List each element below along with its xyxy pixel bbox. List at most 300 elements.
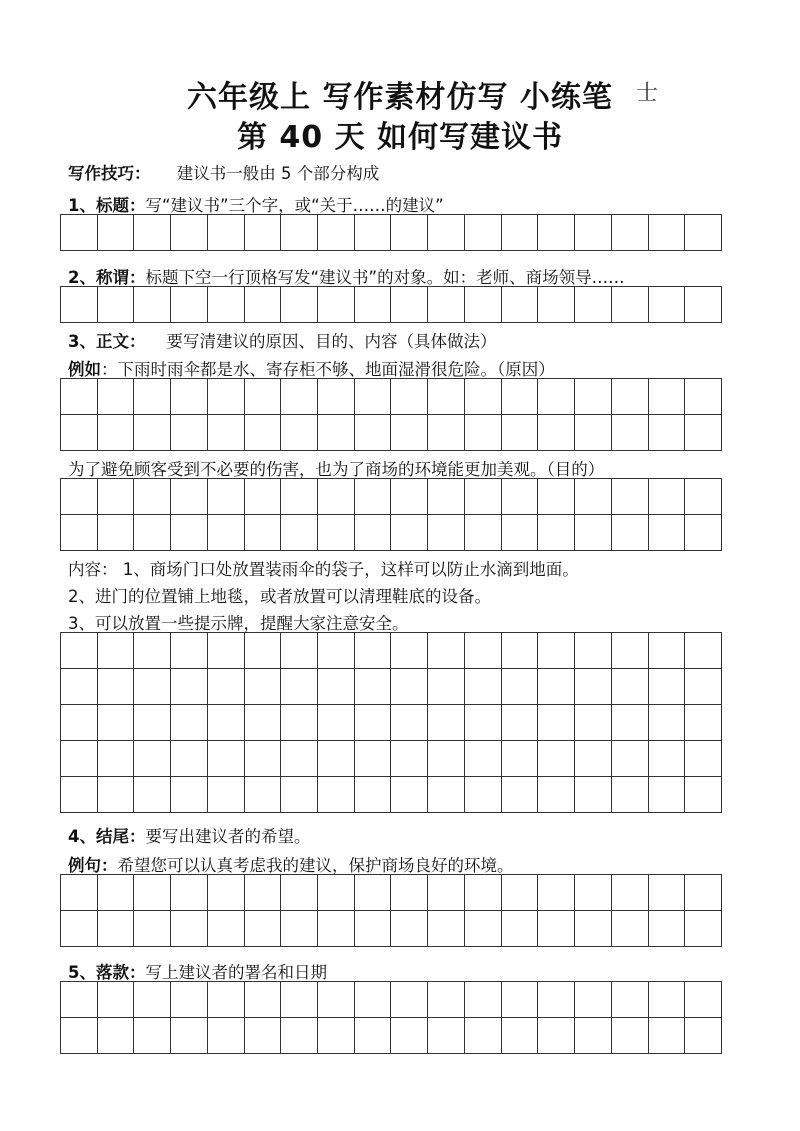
- grid-cell[interactable]: [171, 1018, 208, 1054]
- tips-label: 写作技巧：: [68, 164, 151, 183]
- grid-cell[interactable]: [612, 705, 649, 741]
- grid-cell[interactable]: [649, 911, 686, 947]
- grid-cell[interactable]: [208, 875, 245, 911]
- grid-cell[interactable]: [575, 215, 612, 251]
- grid-cell[interactable]: [281, 777, 318, 813]
- grid-cell[interactable]: [391, 705, 428, 741]
- grid-cell[interactable]: [208, 515, 245, 551]
- grid-cell[interactable]: [685, 479, 722, 515]
- grid-cell[interactable]: [171, 515, 208, 551]
- grid-cell[interactable]: [391, 379, 428, 415]
- grid-cell[interactable]: [538, 777, 575, 813]
- grid-cell[interactable]: [575, 982, 612, 1018]
- grid-cell[interactable]: [428, 633, 465, 669]
- grid-cell[interactable]: [685, 287, 722, 323]
- grid-cell[interactable]: [355, 515, 392, 551]
- grid-cell[interactable]: [281, 479, 318, 515]
- grid-cell[interactable]: [612, 515, 649, 551]
- grid-cell[interactable]: [171, 287, 208, 323]
- corner-mark: 士: [636, 81, 659, 106]
- grid-cell[interactable]: [428, 669, 465, 705]
- grid-cell[interactable]: [98, 479, 135, 515]
- grid-cell[interactable]: [428, 515, 465, 551]
- grid-cell[interactable]: [171, 669, 208, 705]
- grid-cell[interactable]: [61, 379, 98, 415]
- grid-cell[interactable]: [245, 669, 282, 705]
- grid-cell[interactable]: [465, 777, 502, 813]
- grid-cell[interactable]: [502, 875, 539, 911]
- grid-cell[interactable]: [208, 669, 245, 705]
- grid-cell[interactable]: [502, 479, 539, 515]
- grid-cell[interactable]: [575, 633, 612, 669]
- grid-cell[interactable]: [245, 911, 282, 947]
- grid-cell[interactable]: [465, 287, 502, 323]
- grid-cell[interactable]: [98, 875, 135, 911]
- writing-grid[interactable]: [60, 378, 722, 451]
- grid-cell[interactable]: [538, 875, 575, 911]
- grid-cell[interactable]: [318, 777, 355, 813]
- grid-cell[interactable]: [171, 741, 208, 777]
- grid-cell[interactable]: [134, 911, 171, 947]
- grid-cell[interactable]: [134, 415, 171, 451]
- grid-cell[interactable]: [612, 633, 649, 669]
- grid-cell[interactable]: [685, 982, 722, 1018]
- grid-cell[interactable]: [245, 705, 282, 741]
- grid-cell[interactable]: [318, 379, 355, 415]
- grid-cell[interactable]: [61, 215, 98, 251]
- grid-cell[interactable]: [318, 982, 355, 1018]
- grid-cell[interactable]: [134, 379, 171, 415]
- grid-cell[interactable]: [612, 911, 649, 947]
- grid-cell[interactable]: [502, 705, 539, 741]
- grid-cell[interactable]: [245, 741, 282, 777]
- grid-cell[interactable]: [502, 515, 539, 551]
- grid-cell[interactable]: [208, 379, 245, 415]
- grid-cell[interactable]: [502, 215, 539, 251]
- grid-cell[interactable]: [98, 633, 135, 669]
- grid-cell[interactable]: [281, 875, 318, 911]
- section-title-text: 写“建议书”三个字，或“关于……的建议”: [145, 196, 444, 215]
- grid-cell[interactable]: [281, 379, 318, 415]
- grid-cell[interactable]: [171, 705, 208, 741]
- grid-cell[interactable]: [134, 215, 171, 251]
- grid-cell[interactable]: [612, 415, 649, 451]
- grid-cell[interactable]: [98, 287, 135, 323]
- grid-cell[interactable]: [355, 777, 392, 813]
- grid-cell[interactable]: [318, 633, 355, 669]
- grid-cell[interactable]: [538, 911, 575, 947]
- grid-cell[interactable]: [685, 875, 722, 911]
- grid-cell[interactable]: [245, 215, 282, 251]
- grid-cell[interactable]: [538, 741, 575, 777]
- grid-cell[interactable]: [465, 379, 502, 415]
- grid-cell[interactable]: [391, 215, 428, 251]
- grid-cell[interactable]: [281, 982, 318, 1018]
- grid-cell[interactable]: [391, 415, 428, 451]
- grid-cell[interactable]: [428, 379, 465, 415]
- grid-cell[interactable]: [649, 215, 686, 251]
- grid-cell[interactable]: [612, 1018, 649, 1054]
- ending-example: [68, 852, 514, 876]
- grid-cell[interactable]: [355, 215, 392, 251]
- grid-cell[interactable]: [61, 911, 98, 947]
- grid-cell[interactable]: [502, 379, 539, 415]
- writing-grid[interactable]: [60, 286, 722, 323]
- grid-cell[interactable]: [538, 633, 575, 669]
- grid-cell[interactable]: [134, 669, 171, 705]
- grid-cell[interactable]: [391, 515, 428, 551]
- grid-cell[interactable]: [318, 911, 355, 947]
- grid-cell[interactable]: [575, 705, 612, 741]
- grid-cell[interactable]: [465, 633, 502, 669]
- grid-cell[interactable]: [134, 287, 171, 323]
- grid-cell[interactable]: [134, 777, 171, 813]
- grid-cell[interactable]: [685, 379, 722, 415]
- grid-cell[interactable]: [575, 1018, 612, 1054]
- grid-cell[interactable]: [281, 515, 318, 551]
- grid-cell[interactable]: [61, 982, 98, 1018]
- grid-cell[interactable]: [134, 982, 171, 1018]
- grid-cell[interactable]: [171, 777, 208, 813]
- grid-cell[interactable]: [318, 741, 355, 777]
- page-title: 六年级上 写作素材仿写 小练笔: [187, 80, 613, 115]
- grid-cell[interactable]: [465, 415, 502, 451]
- grid-cell[interactable]: [685, 515, 722, 551]
- grid-cell[interactable]: [245, 633, 282, 669]
- grid-cell[interactable]: [685, 633, 722, 669]
- grid-cell[interactable]: [61, 479, 98, 515]
- grid-cell[interactable]: [61, 875, 98, 911]
- grid-cell[interactable]: [612, 379, 649, 415]
- grid-cell[interactable]: [538, 215, 575, 251]
- grid-cell[interactable]: [649, 515, 686, 551]
- grid-cell[interactable]: [134, 1018, 171, 1054]
- body-example-label: 例如: [68, 360, 101, 379]
- grid-cell[interactable]: [171, 415, 208, 451]
- grid-cell[interactable]: [61, 705, 98, 741]
- grid-cell[interactable]: [685, 415, 722, 451]
- grid-cell[interactable]: [538, 415, 575, 451]
- grid-cell[interactable]: [575, 669, 612, 705]
- grid-cell[interactable]: [649, 1018, 686, 1054]
- grid-cell[interactable]: [98, 515, 135, 551]
- grid-cell[interactable]: [281, 215, 318, 251]
- grid-cell[interactable]: [281, 705, 318, 741]
- grid-cell[interactable]: [502, 1018, 539, 1054]
- grid-cell[interactable]: [502, 633, 539, 669]
- grid-cell[interactable]: [391, 777, 428, 813]
- grid-cell[interactable]: [538, 705, 575, 741]
- grid-cell[interactable]: [685, 669, 722, 705]
- grid-cell[interactable]: [208, 1018, 245, 1054]
- grid-cell[interactable]: [465, 215, 502, 251]
- grid-cell[interactable]: [318, 1018, 355, 1054]
- grid-cell[interactable]: [281, 633, 318, 669]
- grid-cell[interactable]: [685, 215, 722, 251]
- grid-cell[interactable]: [538, 379, 575, 415]
- grid-cell[interactable]: [502, 287, 539, 323]
- grid-cell[interactable]: [465, 705, 502, 741]
- grid-cell[interactable]: [98, 705, 135, 741]
- grid-cell[interactable]: [355, 379, 392, 415]
- grid-cell[interactable]: [502, 911, 539, 947]
- grid-cell[interactable]: [649, 741, 686, 777]
- grid-cell[interactable]: [355, 415, 392, 451]
- grid-cell[interactable]: [281, 287, 318, 323]
- grid-cell[interactable]: [355, 633, 392, 669]
- grid-cell[interactable]: [171, 215, 208, 251]
- grid-cell[interactable]: [649, 479, 686, 515]
- grid-cell[interactable]: [61, 515, 98, 551]
- grid-cell[interactable]: [575, 777, 612, 813]
- grid-cell[interactable]: [134, 875, 171, 911]
- grid-cell[interactable]: [245, 379, 282, 415]
- grid-cell[interactable]: [428, 875, 465, 911]
- grid-cell[interactable]: [465, 741, 502, 777]
- grid-cell[interactable]: [575, 379, 612, 415]
- grid-cell[interactable]: [61, 1018, 98, 1054]
- grid-cell[interactable]: [538, 515, 575, 551]
- grid-cell[interactable]: [575, 287, 612, 323]
- section-title-label: 1、标题：: [68, 196, 146, 215]
- grid-cell[interactable]: [391, 741, 428, 777]
- grid-cell[interactable]: [98, 741, 135, 777]
- grid-cell[interactable]: [208, 415, 245, 451]
- grid-cell[interactable]: [61, 633, 98, 669]
- grid-cell[interactable]: [281, 415, 318, 451]
- section-signature: [68, 959, 327, 983]
- grid-cell[interactable]: [575, 875, 612, 911]
- grid-cell[interactable]: [245, 287, 282, 323]
- grid-cell[interactable]: [575, 479, 612, 515]
- tips-text: 建议书一般由 5 个部分构成: [176, 164, 380, 183]
- grid-cell[interactable]: [134, 741, 171, 777]
- grid-cell[interactable]: [685, 1018, 722, 1054]
- grid-cell[interactable]: [245, 1018, 282, 1054]
- grid-cell[interactable]: [612, 875, 649, 911]
- grid-cell[interactable]: [355, 479, 392, 515]
- grid-cell[interactable]: [208, 777, 245, 813]
- grid-cell[interactable]: [391, 982, 428, 1018]
- grid-cell[interactable]: [575, 515, 612, 551]
- grid-cell[interactable]: [538, 287, 575, 323]
- grid-cell[interactable]: [575, 741, 612, 777]
- grid-cell[interactable]: [98, 777, 135, 813]
- grid-cell[interactable]: [649, 669, 686, 705]
- grid-cell[interactable]: [649, 777, 686, 813]
- grid-cell[interactable]: [685, 741, 722, 777]
- grid-cell[interactable]: [134, 515, 171, 551]
- grid-cell[interactable]: [649, 415, 686, 451]
- grid-cell[interactable]: [612, 287, 649, 323]
- grid-cell[interactable]: [465, 982, 502, 1018]
- grid-cell[interactable]: [281, 741, 318, 777]
- grid-cell[interactable]: [612, 777, 649, 813]
- ending-example-label: 例句：: [68, 856, 118, 875]
- grid-cell[interactable]: [245, 515, 282, 551]
- grid-cell[interactable]: [355, 1018, 392, 1054]
- grid-cell[interactable]: [355, 741, 392, 777]
- section-body-label: 3、正文：: [68, 332, 146, 351]
- grid-cell[interactable]: [391, 287, 428, 323]
- grid-cell[interactable]: [208, 287, 245, 323]
- grid-cell[interactable]: [245, 982, 282, 1018]
- grid-cell[interactable]: [318, 215, 355, 251]
- section-salutation-text: 标题下空一行顶格写发“建议书”的对象。如：老师、商场领导……: [145, 268, 625, 287]
- grid-cell[interactable]: [171, 875, 208, 911]
- writing-grid[interactable]: [60, 874, 722, 947]
- grid-cell[interactable]: [391, 911, 428, 947]
- grid-cell[interactable]: [318, 669, 355, 705]
- grid-cell[interactable]: [612, 479, 649, 515]
- grid-cell[interactable]: [281, 669, 318, 705]
- grid-cell[interactable]: [61, 741, 98, 777]
- grid-cell[interactable]: [685, 777, 722, 813]
- grid-cell[interactable]: [318, 415, 355, 451]
- grid-cell[interactable]: [281, 1018, 318, 1054]
- grid-cell[interactable]: [355, 669, 392, 705]
- grid-cell[interactable]: [465, 515, 502, 551]
- body-purpose: 为了避免顾客受到不必要的伤害，也为了商场的环境能更加美观。（目的）: [68, 460, 605, 479]
- grid-cell[interactable]: [318, 875, 355, 911]
- grid-cell[interactable]: [134, 705, 171, 741]
- grid-cell[interactable]: [465, 875, 502, 911]
- body-content-3: 3、可以放置一些提示牌，提醒大家注意安全。: [68, 614, 409, 633]
- grid-cell[interactable]: [245, 479, 282, 515]
- grid-cell[interactable]: [612, 215, 649, 251]
- page-subtitle: 第 40 天 如何写建议书: [236, 120, 564, 155]
- grid-cell[interactable]: [538, 982, 575, 1018]
- section-body-text: 要写清建议的原因、目的、内容（具体做法）: [166, 332, 497, 351]
- grid-cell[interactable]: [465, 669, 502, 705]
- grid-cell[interactable]: [575, 415, 612, 451]
- grid-cell[interactable]: [391, 479, 428, 515]
- grid-cell[interactable]: [428, 705, 465, 741]
- grid-cell[interactable]: [61, 415, 98, 451]
- grid-cell[interactable]: [428, 911, 465, 947]
- grid-cell[interactable]: [649, 287, 686, 323]
- section-ending: [68, 823, 310, 847]
- grid-cell[interactable]: [245, 415, 282, 451]
- grid-cell[interactable]: [685, 705, 722, 741]
- grid-cell[interactable]: [98, 215, 135, 251]
- grid-cell[interactable]: [428, 777, 465, 813]
- grid-cell[interactable]: [391, 633, 428, 669]
- grid-cell[interactable]: [98, 911, 135, 947]
- grid-cell[interactable]: [538, 479, 575, 515]
- grid-cell[interactable]: [502, 982, 539, 1018]
- grid-cell[interactable]: [428, 479, 465, 515]
- grid-cell[interactable]: [465, 911, 502, 947]
- grid-cell[interactable]: [355, 287, 392, 323]
- grid-cell[interactable]: [502, 415, 539, 451]
- grid-cell[interactable]: [428, 287, 465, 323]
- grid-cell[interactable]: [612, 669, 649, 705]
- grid-cell[interactable]: [502, 669, 539, 705]
- grid-cell[interactable]: [98, 982, 135, 1018]
- writing-grid[interactable]: [60, 981, 722, 1054]
- section-signature-text: 写上建议者的署名和日期: [145, 963, 327, 982]
- grid-cell[interactable]: [208, 982, 245, 1018]
- grid-cell[interactable]: [171, 379, 208, 415]
- grid-cell[interactable]: [612, 741, 649, 777]
- section-title: [68, 192, 444, 216]
- grid-cell[interactable]: [318, 515, 355, 551]
- grid-cell[interactable]: [685, 911, 722, 947]
- grid-cell[interactable]: [428, 215, 465, 251]
- grid-cell[interactable]: [208, 479, 245, 515]
- writing-grid[interactable]: [60, 632, 722, 813]
- grid-cell[interactable]: [134, 479, 171, 515]
- grid-cell[interactable]: [318, 479, 355, 515]
- grid-cell[interactable]: [391, 669, 428, 705]
- grid-cell[interactable]: [649, 875, 686, 911]
- grid-cell[interactable]: [208, 705, 245, 741]
- grid-cell[interactable]: [538, 1018, 575, 1054]
- grid-cell[interactable]: [355, 705, 392, 741]
- grid-cell[interactable]: [281, 911, 318, 947]
- grid-cell[interactable]: [428, 741, 465, 777]
- grid-cell[interactable]: [391, 875, 428, 911]
- grid-cell[interactable]: [538, 669, 575, 705]
- grid-cell[interactable]: [134, 633, 171, 669]
- grid-cell[interactable]: [98, 415, 135, 451]
- grid-cell[interactable]: [208, 215, 245, 251]
- grid-cell[interactable]: [318, 705, 355, 741]
- grid-cell[interactable]: [649, 379, 686, 415]
- grid-cell[interactable]: [355, 982, 392, 1018]
- ending-example-text: 希望您可以认真考虑我的建议，保护商场良好的环境。: [117, 856, 514, 875]
- grid-cell[interactable]: [391, 1018, 428, 1054]
- grid-cell[interactable]: [171, 479, 208, 515]
- grid-cell[interactable]: [208, 633, 245, 669]
- grid-cell[interactable]: [502, 777, 539, 813]
- grid-cell[interactable]: [502, 741, 539, 777]
- grid-cell[interactable]: [649, 633, 686, 669]
- grid-cell[interactable]: [171, 911, 208, 947]
- grid-cell[interactable]: [208, 741, 245, 777]
- grid-cell[interactable]: [98, 669, 135, 705]
- grid-cell[interactable]: [245, 777, 282, 813]
- grid-cell[interactable]: [649, 705, 686, 741]
- grid-cell[interactable]: [649, 982, 686, 1018]
- body-example: [68, 356, 555, 380]
- grid-cell[interactable]: [355, 875, 392, 911]
- grid-cell[interactable]: [61, 669, 98, 705]
- grid-cell[interactable]: [61, 287, 98, 323]
- grid-cell[interactable]: [171, 982, 208, 1018]
- grid-cell[interactable]: [428, 982, 465, 1018]
- grid-cell[interactable]: [98, 379, 135, 415]
- grid-cell[interactable]: [171, 633, 208, 669]
- grid-cell[interactable]: [465, 479, 502, 515]
- grid-cell[interactable]: [208, 911, 245, 947]
- grid-cell[interactable]: [61, 777, 98, 813]
- grid-cell[interactable]: [245, 875, 282, 911]
- grid-cell[interactable]: [355, 911, 392, 947]
- section-body: [68, 328, 496, 352]
- grid-cell[interactable]: [575, 911, 612, 947]
- grid-cell[interactable]: [428, 415, 465, 451]
- section-ending-text: 要写出建议者的希望。: [145, 827, 311, 846]
- grid-cell[interactable]: [318, 287, 355, 323]
- grid-cell[interactable]: [428, 1018, 465, 1054]
- grid-cell[interactable]: [465, 1018, 502, 1054]
- writing-grid[interactable]: [60, 478, 722, 551]
- grid-cell[interactable]: [98, 1018, 135, 1054]
- writing-grid[interactable]: [60, 214, 722, 251]
- grid-cell[interactable]: [612, 982, 649, 1018]
